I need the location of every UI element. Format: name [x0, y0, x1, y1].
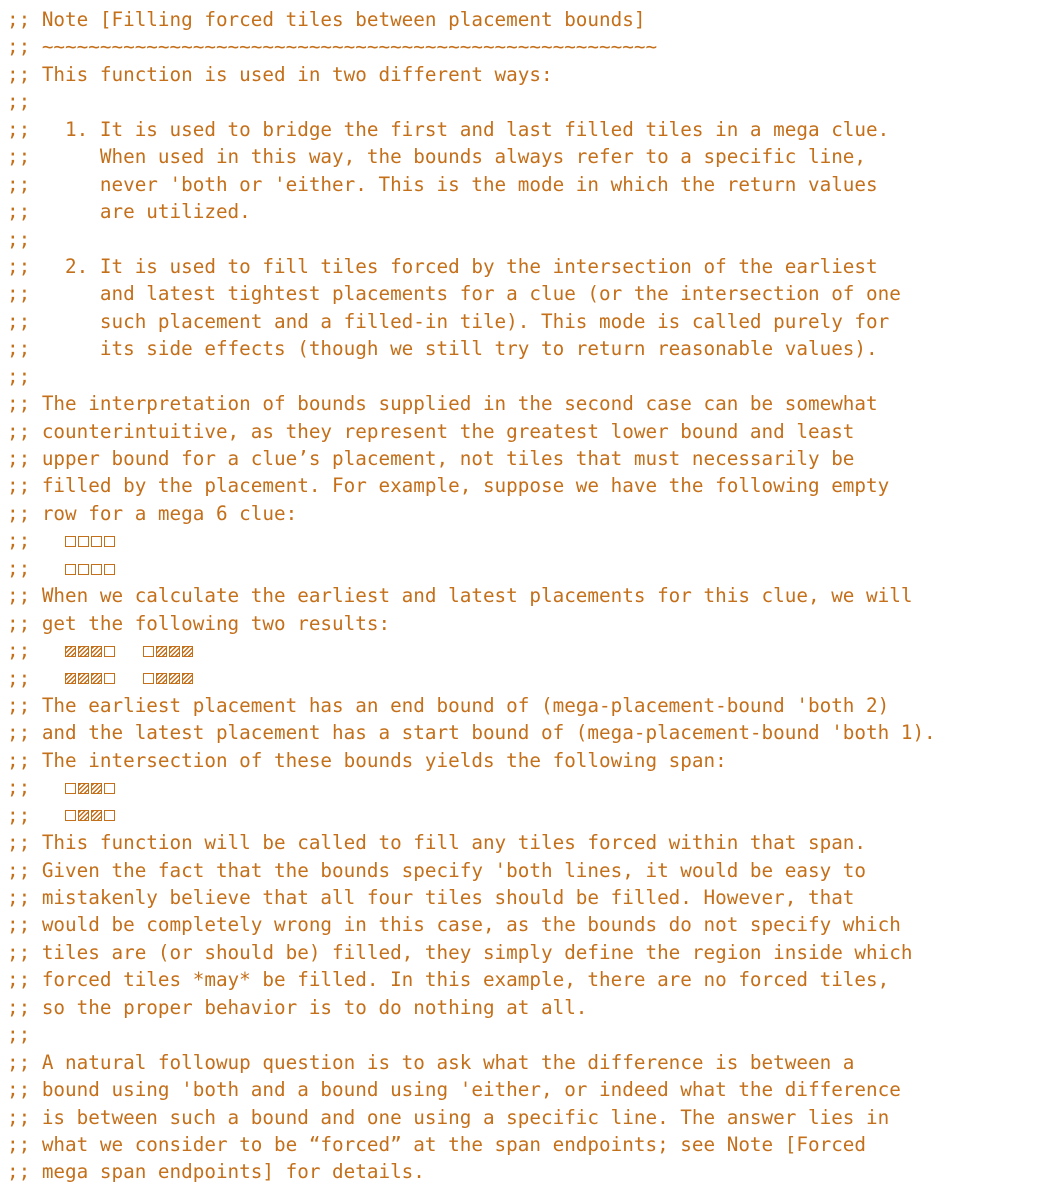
comment-line [7, 363, 1057, 390]
comment-line [7, 747, 1057, 774]
comment-line [7, 774, 1057, 801]
comment-line [7, 116, 1057, 143]
comment-line [7, 472, 1057, 499]
comment-line [7, 253, 1057, 280]
comment-line [7, 802, 1057, 829]
filled-tile-icon [91, 673, 102, 684]
tile-row-diagram [65, 528, 117, 555]
comment-text: ;; forced tiles *may* be filled. In this example, there are no forced tiles, [7, 968, 890, 992]
comment-line [7, 692, 1057, 719]
filled-tile-icon [91, 646, 102, 657]
comment-line [7, 1131, 1057, 1158]
comment-line [7, 61, 1057, 88]
empty-tile-icon [65, 564, 76, 575]
comment-line [7, 884, 1057, 911]
filled-tile-icon [78, 810, 89, 821]
comment-line [7, 857, 1057, 884]
empty-tile-icon [104, 536, 115, 547]
empty-tile-icon [78, 564, 89, 575]
tile-row-diagram [65, 638, 195, 665]
comment-text: ;; [7, 803, 66, 827]
code-comment-block [7, 6, 1057, 1186]
filled-tile-icon [169, 673, 180, 684]
empty-tile-icon [143, 673, 154, 684]
comment-text: ;; The interpretation of bounds supplied in the second case can be somewhat [7, 392, 878, 416]
comment-text: ;; This function will be called to fill any tiles forced within that span. [7, 831, 867, 855]
comment-line [7, 829, 1057, 856]
comment-text: ;; This function is used in two different ways: [7, 62, 553, 86]
comment-text: ;; [7, 776, 66, 800]
comment-text: ;; mistakenly believe that all four tiles should be filled. However, that [7, 886, 855, 909]
comment-line [7, 33, 1057, 60]
comment-text: ;; When used in this way, the bounds always refer to a specific line, [7, 145, 867, 169]
comment-line [7, 582, 1057, 609]
comment-text: ;; and the latest placement has a start bound of (mega-placement-bound 'both 1). [7, 721, 936, 745]
comment-text: ;; its side effects (though we still try to return reasonable values). [7, 337, 878, 361]
comment-line [7, 1158, 1057, 1185]
tile-row-diagram [65, 775, 117, 802]
comment-text: ;; When we calculate the earliest and latest placements for this clue, we will [7, 584, 913, 608]
filled-tile-icon [65, 646, 76, 657]
comment-text: ;; [7, 666, 66, 690]
comment-line [7, 143, 1057, 170]
comment-line [7, 939, 1057, 966]
comment-text: ;; counterintuitive, as they represent the greatest lower bound and least [7, 419, 855, 443]
empty-tile-icon [91, 564, 102, 575]
comment-text: ;; upper bound for a clue’s placement, not tiles that must necessarily be [7, 447, 855, 470]
empty-tile-icon [104, 646, 115, 657]
comment-line [7, 911, 1057, 938]
comment-line [7, 1049, 1057, 1076]
tile-gap [130, 646, 141, 657]
comment-line [7, 390, 1057, 417]
comment-line [7, 555, 1057, 582]
filled-tile-icon [182, 646, 193, 657]
comment-text: ;; such placement and a filled-in tile). This mode is called purely for [7, 309, 890, 333]
tile-gap [117, 673, 128, 684]
comment-line [7, 1104, 1057, 1131]
comment-line [7, 198, 1057, 225]
comment-text: ;; row for a mega 6 clue: [7, 501, 298, 525]
filled-tile-icon [91, 783, 102, 794]
empty-tile-icon [104, 564, 115, 575]
comment-line [7, 171, 1057, 198]
filled-tile-icon [91, 810, 102, 821]
empty-tile-icon [104, 810, 115, 821]
comment-text: ;; Note [Filling forced tiles between placement bounds] [7, 8, 646, 31]
tile-gap [130, 673, 141, 684]
comment-line [7, 1076, 1057, 1103]
filled-tile-icon [169, 646, 180, 657]
tile-row-diagram [65, 802, 117, 829]
filled-tile-icon [65, 673, 76, 684]
comment-text: ;; is between such a bound and one using a specific line. The answer lies in [7, 1105, 890, 1129]
comment-text: ;; so the proper behavior is to do nothing at all. [7, 995, 588, 1019]
comment-line [7, 445, 1057, 472]
comment-line [7, 994, 1057, 1021]
filled-tile-icon [156, 673, 167, 684]
comment-line [7, 1021, 1057, 1048]
comment-text: ;; [7, 364, 31, 388]
filled-tile-icon [156, 646, 167, 657]
comment-line [7, 637, 1057, 664]
empty-tile-icon [104, 673, 115, 684]
empty-tile-icon [65, 783, 76, 794]
empty-tile-icon [143, 646, 154, 657]
comment-text: ;; bound using 'both and a bound using 'either, or indeed what the difference [7, 1078, 901, 1102]
comment-text: ;; [7, 1023, 31, 1047]
comment-line [7, 308, 1057, 335]
comment-text: ;; [7, 90, 31, 114]
comment-text: ;; [7, 529, 66, 553]
comment-line [7, 966, 1057, 993]
comment-text: ;; tiles are (or should be) filled, they simply define the region inside which [7, 940, 913, 964]
comment-text: ;; would be completely wrong in this case, as the bounds do not specify which [7, 913, 901, 937]
comment-text: ;; [7, 227, 31, 251]
comment-text: ;; [7, 639, 66, 663]
comment-text: ;; A natural followup question is to ask what the difference is between a [7, 1050, 855, 1074]
filled-tile-icon [78, 783, 89, 794]
empty-tile-icon [78, 536, 89, 547]
comment-text: ;; never 'both or 'either. This is the mode in which the return values [7, 172, 878, 196]
comment-line [7, 280, 1057, 307]
comment-text: ;; [7, 556, 66, 580]
filled-tile-icon [78, 673, 89, 684]
comment-text: ;; filled by the placement. For example, suppose we have the following empty [7, 474, 890, 498]
tile-row-diagram [65, 556, 117, 583]
comment-line [7, 665, 1057, 692]
comment-text: ;; get the following two results: [7, 611, 391, 635]
comment-text: ;; and latest tightest placements for a clue (or the intersection of one [7, 282, 901, 306]
comment-text: ;; ~~~~~~~~~~~~~~~~~~~~~~~~~~~~~~~~~~~~~~~~~~~~~~~~~~~~~ [7, 35, 658, 59]
comment-line [7, 527, 1057, 554]
comment-line [7, 226, 1057, 253]
comment-text: ;; what we consider to be “forced” at the span endpoints; see Note [Forced [7, 1132, 867, 1156]
comment-line [7, 6, 1057, 33]
filled-tile-icon [182, 673, 193, 684]
comment-text: ;; 2. It is used to fill tiles forced by the intersection of the earliest [7, 254, 878, 278]
comment-text: ;; Given the fact that the bounds specify 'both lines, it would be easy to [7, 858, 867, 882]
comment-text: ;; are utilized. [7, 200, 251, 224]
comment-text: ;; The earliest placement has an end bound of (mega-placement-bound 'both 2) [7, 693, 890, 717]
comment-line [7, 88, 1057, 115]
comment-line [7, 719, 1057, 746]
tile-row-diagram [65, 665, 195, 692]
comment-text: ;; The intersection of these bounds yields the following span: [7, 748, 727, 772]
filled-tile-icon [78, 646, 89, 657]
empty-tile-icon [104, 783, 115, 794]
tile-gap [117, 646, 128, 657]
empty-tile-icon [65, 536, 76, 547]
comment-text: ;; 1. It is used to bridge the first and last filled tiles in a mega clue. [7, 117, 890, 141]
empty-tile-icon [65, 810, 76, 821]
comment-text: ;; mega span endpoints] for details. [7, 1160, 425, 1184]
comment-line [7, 418, 1057, 445]
comment-line [7, 610, 1057, 637]
comment-line [7, 500, 1057, 527]
empty-tile-icon [91, 536, 102, 547]
comment-line [7, 335, 1057, 362]
